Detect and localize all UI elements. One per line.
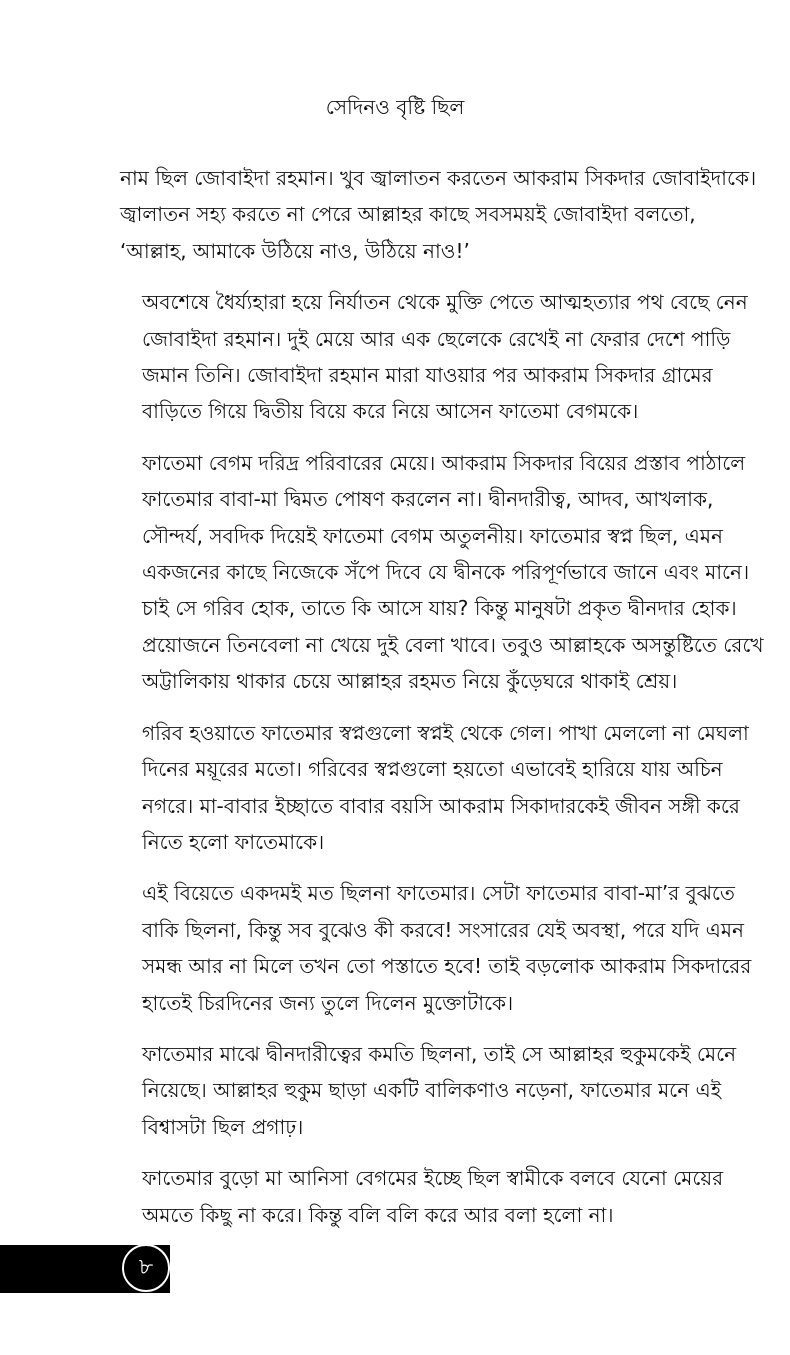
text-line: গরিব হওয়াতে ফাতেমার স্বপ্নগুলো স্বপ্নই থেকে গেল। পাখা মেললো না মেঘলা <box>142 720 749 745</box>
text-line: ফাতেমার বুড়ো মা আনিসা বেগমের ইচ্ছে ছিল স্বামীকে বলবে যেনো মেয়ের <box>142 1166 724 1191</box>
text-line: সমন্ধ আর না মিলে তখন তো পস্তাতে হবে! তাই বড়লোক আকরাম সিকদারের <box>142 954 752 979</box>
text-line: ফাতেমার মাঝে দ্বীনদারীত্বের কমতি ছিলনা, তাই সে আল্লাহর হুকুমকেই মেনে <box>142 1041 737 1066</box>
paragraph <box>120 445 764 700</box>
running-title: সেদিনও বৃষ্টি ছিল <box>325 95 465 119</box>
text-line: একজনের কাছে নিজেকে সঁপে দিবে যে দ্বীনকে পরিপূর্ণভাবে জানে এবং মানে। <box>142 560 750 585</box>
text-line: নিতে হলো ফাতেমাকে। <box>142 829 325 854</box>
text-line: জমান তিনি। জোবাইদা রহমান মারা যাওয়ার পর আকরাম সিকদার গ্রামের <box>142 363 713 388</box>
paragraph <box>120 160 757 269</box>
paragraph <box>120 1036 737 1145</box>
text-line: অবশেষে ধৈর্য্যহারা হয়ে নির্যাতন থেকে মুক্তি পেতে আত্মহত্যার পথ বেছে নেন <box>142 290 748 315</box>
text-line: ফাতেমা বেগম দরিদ্র পরিবারের মেয়ে। আকরাম সিকদার বিয়ের প্রস্তাব পাঠালে <box>142 450 746 475</box>
text-line: সৌন্দর্য, সবদিক দিয়েই ফাতেমা বেগম অতুলনীয়। ফাতেমার স্বপ্ন ছিল, এমন <box>142 523 723 548</box>
text-line: চাই সে গরিব হোক, তাতে কি আসে যায়? কিন্তু মানুষটা প্রকৃত দ্বীনদার হোক। <box>142 596 737 621</box>
text-line: বিশ্বাসটা ছিল প্রগাঢ়। <box>142 1114 304 1139</box>
paragraph <box>120 875 752 1021</box>
text-line: ফাতেমার বাবা-মা দ্বিমত পোষণ করলেন না। দ্বীনদারীত্ব, আদব, আখলাক, <box>142 487 714 512</box>
text-line: জ্বালাতন সহ্য করতে না পেরে আল্লাহর কাছে সবসময়ই জোবাইদা বলতো, <box>120 202 696 227</box>
text-line: নিয়েছে। আল্লাহর হুকুম ছাড়া একটি বালিকণাও নড়েনা, ফাতেমার মনে এই <box>142 1078 722 1103</box>
text-line: নগরে। মা-বাবার ইচ্ছাতে বাবার বয়সি আকরাম সিকাদারকেই জীবন সঙ্গী করে <box>142 793 740 818</box>
text-line: হাতেই চিরদিনের জন্য তুলে দিলেন মুক্তোটাকে। <box>142 990 514 1015</box>
paragraph <box>120 715 749 861</box>
text-line: বাড়িতে গিয়ে দ্বিতীয় বিয়ে করে নিয়ে আসেন ফাতেমা বেগমকে। <box>142 399 639 424</box>
text-line: নাম ছিল জোবাইদা রহমান। খুব জ্বালাতন করতেন আকরাম সিকদার জোবাইদাকে। <box>120 166 757 190</box>
paragraph <box>120 284 748 430</box>
text-line: দিনের ময়ূরের মতো। গরিবের স্বপ্নগুলো হয়তো এভাবেই হারিয়ে যায় অচিন <box>142 757 723 782</box>
text-line: অট্টালিকায় থাকার চেয়ে আল্লাহর রহমত নিয়ে কুঁড়েঘরে থাকাই শ্রেয়। <box>142 669 678 694</box>
page-number: ৮ <box>138 1255 154 1280</box>
text-line: অমতে কিছু না করে। কিন্তু বলি বলি করে আর বলা হলো না। <box>142 1202 614 1227</box>
body-text <box>120 160 764 1248</box>
text-line: বাকি ছিলনা, কিন্তু সব বুঝেও কী করবে! সংসারের যেই অবস্থা, পরে যদি এমন <box>142 917 744 942</box>
text-line: জোবাইদা রহমান। দুই মেয়ে আর এক ছেলেকে রেখেই না ফেরার দেশে পাড়ি <box>142 326 731 351</box>
text-line: প্রয়োজনে তিনবেলা না খেয়ে দুই বেলা খাবে। তবুও আল্লাহকে অসন্তুষ্টিতে রেখে <box>142 632 764 657</box>
text-line: এই বিয়েতে একদমই মত ছিলনা ফাতেমার। সেটা ফাতেমার বাবা-মা’র বুঝতে <box>142 881 735 906</box>
paragraph <box>120 1160 724 1233</box>
text-line: ‘আল্লাহ, আমাকে উঠিয়ে নাও, উঠিয়ে নাও!’ <box>120 238 470 263</box>
